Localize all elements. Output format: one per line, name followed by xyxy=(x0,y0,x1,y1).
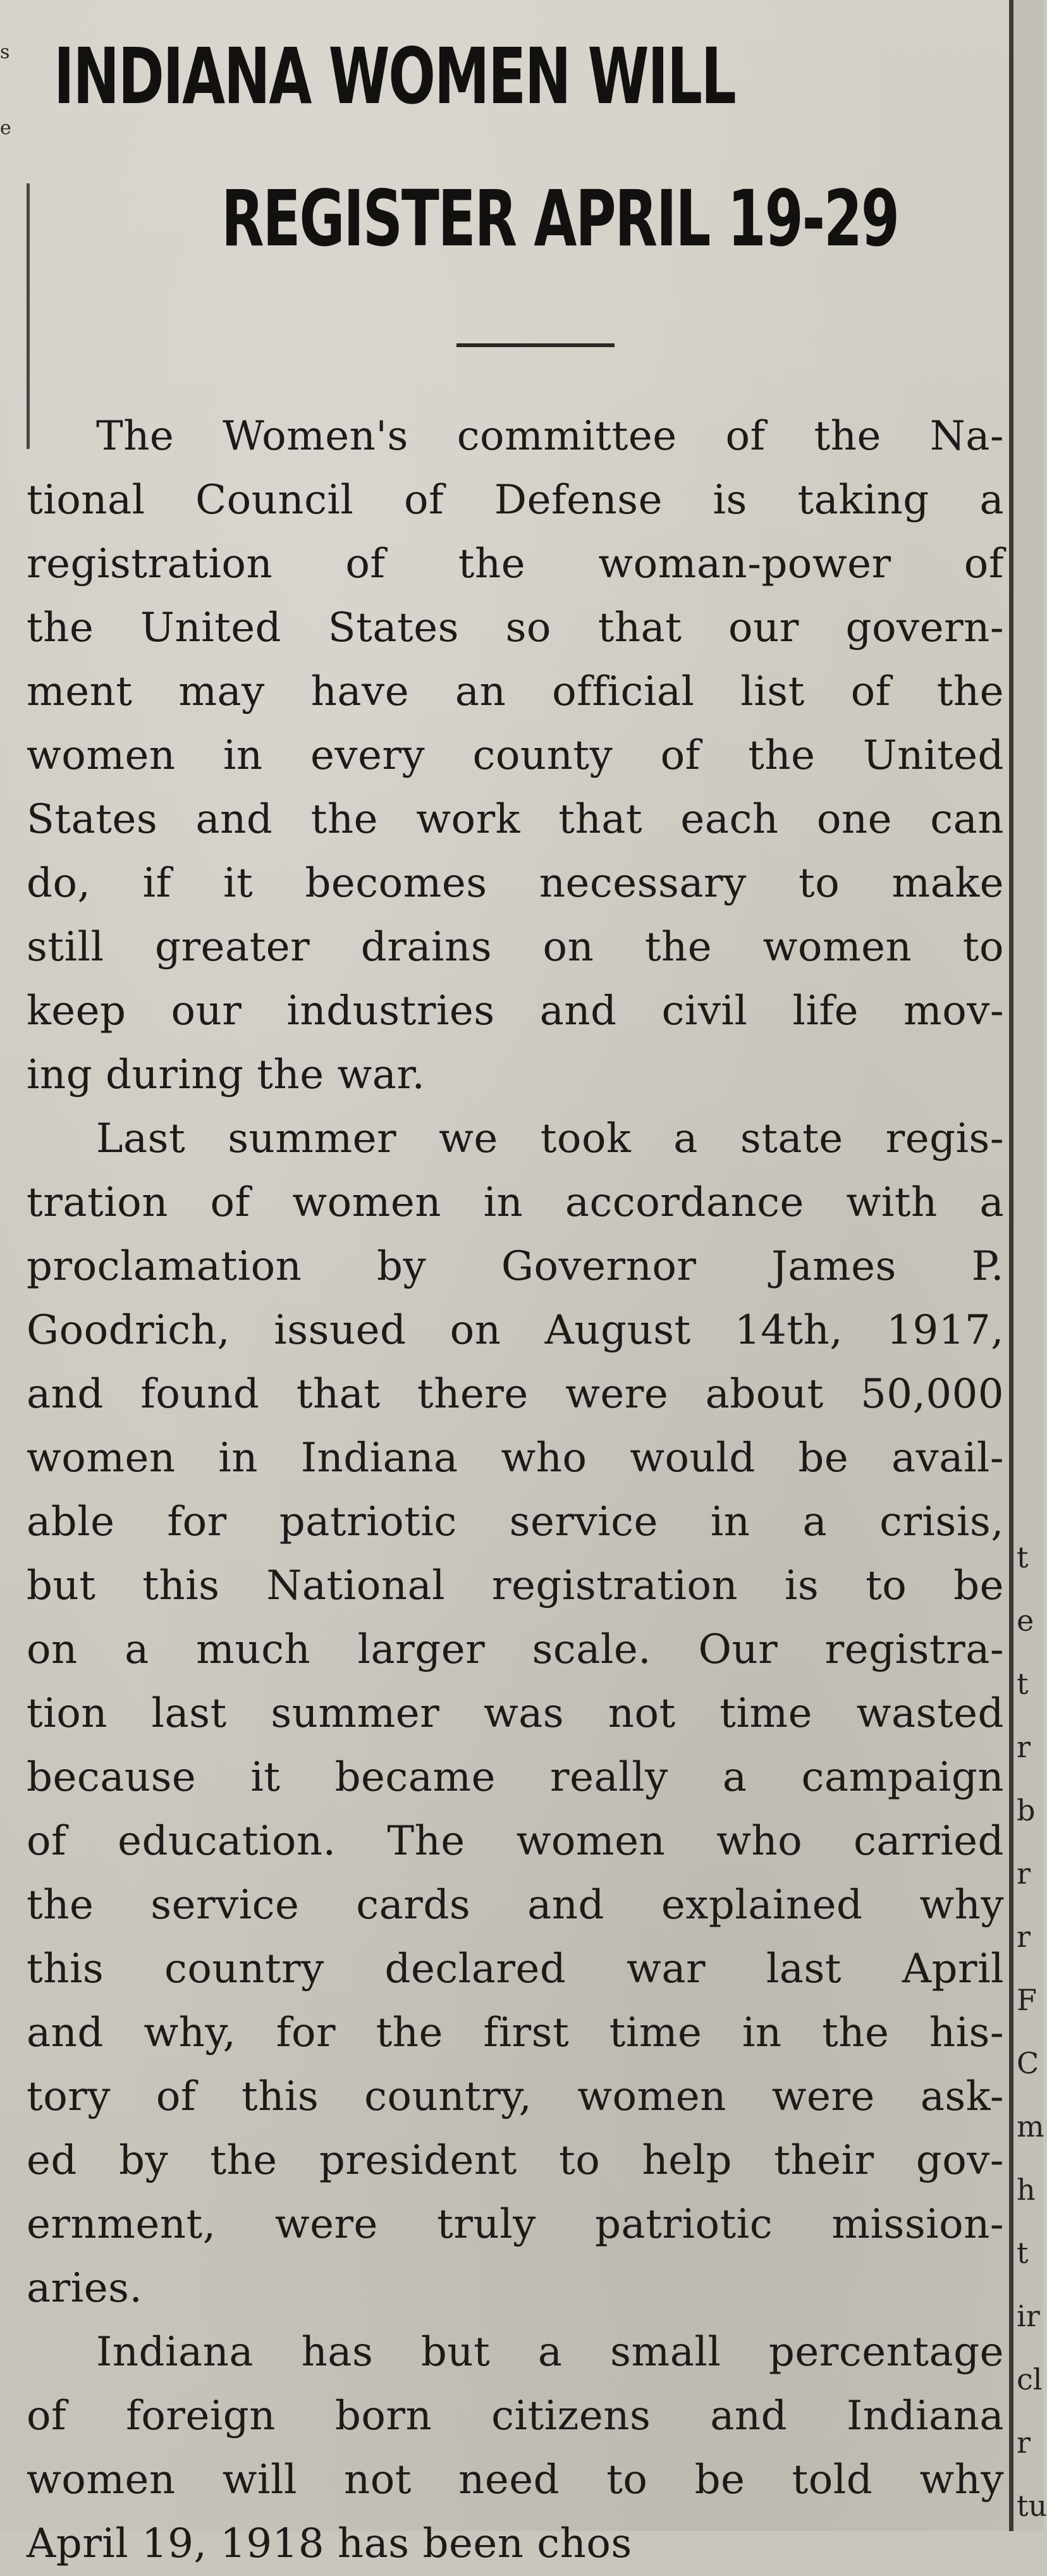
right-column-fragment: ir xyxy=(1017,2299,1040,2333)
article-line: still greater drains on the women to xyxy=(27,924,1004,971)
right-column-fragment: tu xyxy=(1017,2489,1047,2523)
right-column-fragment: C xyxy=(1017,2046,1039,2080)
article-line: proclamation by Governor James P. xyxy=(27,1243,1004,1290)
right-column-fragment: t xyxy=(1017,1667,1029,1701)
article-line: The Women's committee of the Na- xyxy=(96,413,1004,460)
article-line: women in Indiana who would be avail- xyxy=(27,1435,1004,1481)
article-line: ed by the president to help their gov- xyxy=(27,2137,1004,2184)
right-column-fragment: r xyxy=(1017,2426,1031,2460)
article-line: women will not need to be told why xyxy=(27,2456,1004,2503)
right-column-fragment: t xyxy=(1017,2236,1029,2270)
right-column-fragment: F xyxy=(1017,1983,1037,2017)
article-line: because it became really a campaign xyxy=(27,1754,1004,1801)
article-line: ing during the war. xyxy=(27,1052,426,1098)
right-column-fragment: r xyxy=(1017,1920,1031,1954)
headline-line-2: REGISTER APRIL 19-29 xyxy=(221,174,898,264)
article-line: aries. xyxy=(27,2265,143,2312)
article-line: Indiana has but a small percentage xyxy=(96,2329,1004,2376)
article-line: tration of women in accordance with a xyxy=(27,1179,1004,1226)
right-column-fragment: r xyxy=(1017,1730,1031,1764)
article-line: tional Council of Defense is taking a xyxy=(27,477,1004,524)
article-body xyxy=(27,405,1004,2576)
article-line: of education. The women who carried xyxy=(27,1818,1004,1865)
article-line: do, if it becomes necessary to make xyxy=(27,860,1004,907)
article-line: but this National registration is to be xyxy=(27,1562,1004,1609)
right-column-fragment: r xyxy=(1017,1856,1031,1891)
right-column-fragment: e xyxy=(1017,1604,1034,1638)
right-column-fragment: m xyxy=(1017,2109,1044,2144)
headline-divider xyxy=(456,343,615,347)
article-line: tion last summer was not time wasted xyxy=(27,1690,1004,1737)
article-line: able for patriotic service in a crisis, xyxy=(27,1499,1004,1545)
article-line: of foreign born citizens and Indiana xyxy=(27,2393,1004,2439)
article-line: and found that there were about 50,000 xyxy=(27,1371,1004,1418)
article-line: keep our industries and civil life mov- xyxy=(27,988,1004,1034)
right-column-fragment: h xyxy=(1017,2173,1036,2207)
article-line: this country declared war last April xyxy=(27,1946,1004,1992)
article-line: April 19, 1918 has been chos xyxy=(27,2520,632,2567)
headline-line-1: INDIANA WOMEN WILL xyxy=(54,32,735,121)
article-line: ment may have an official list of the xyxy=(27,668,1004,715)
article-line: and why, for the first time in the his- xyxy=(27,2009,1004,2056)
right-column-fragment: b xyxy=(1017,1793,1036,1827)
article-line: Last summer we took a state regis- xyxy=(96,1115,1004,1162)
article-line: States and the work that each one can xyxy=(27,796,1004,843)
right-column-fragment: t xyxy=(1017,1540,1029,1574)
article-line: registration of the woman-power of xyxy=(27,541,1004,587)
left-column-fragment: s xyxy=(0,41,10,63)
right-column-strip xyxy=(1013,0,1047,2531)
right-column-fragment: cl xyxy=(1017,2362,1043,2396)
column-rule xyxy=(1009,0,1013,2531)
article-line: Goodrich, issued on August 14th, 1917, xyxy=(27,1307,1004,1354)
article-line: the United States so that our govern- xyxy=(27,604,1004,651)
left-column-fragment: e xyxy=(0,117,11,139)
article-line: the service cards and explained why xyxy=(27,1882,1004,1929)
article-line: on a much larger scale. Our registra- xyxy=(27,1626,1004,1673)
article-line: tory of this country, women were ask- xyxy=(27,2073,1004,2120)
article-line: women in every county of the United xyxy=(27,732,1004,779)
article-line: ernment, were truly patriotic mission- xyxy=(27,2201,1004,2248)
